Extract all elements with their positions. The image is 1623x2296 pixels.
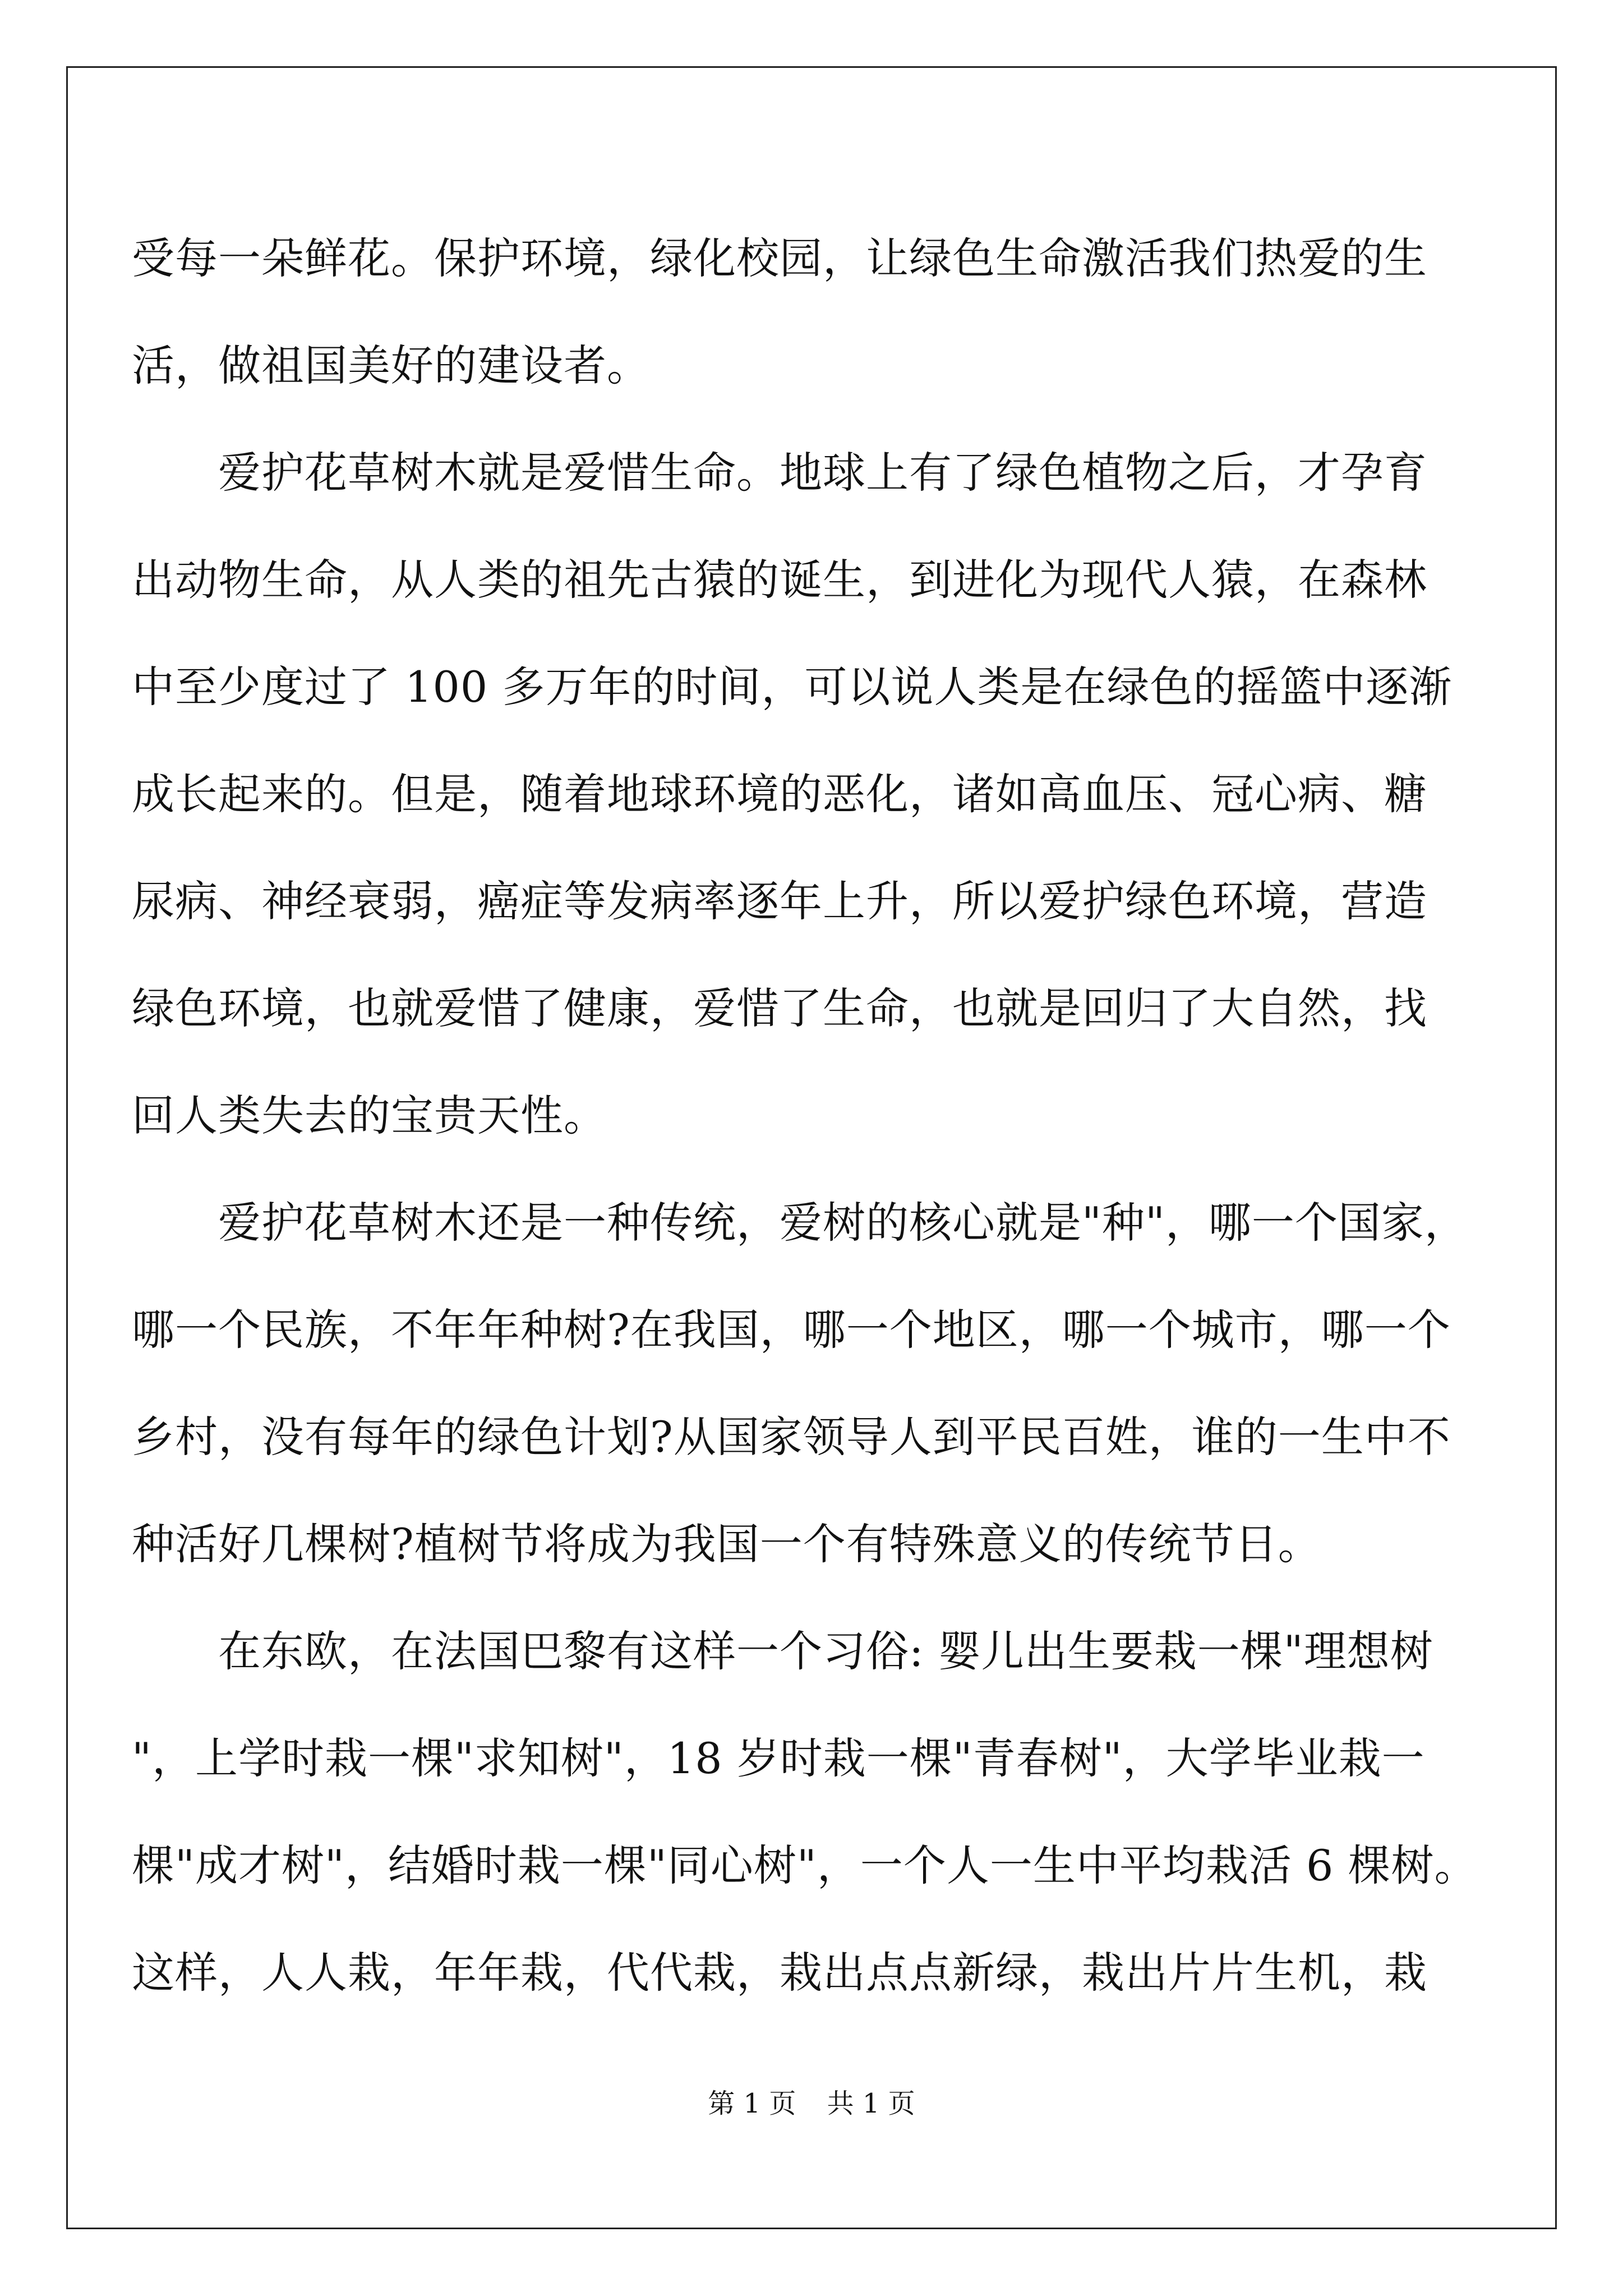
page-number: 第 1 页 <box>708 2088 796 2119</box>
page-total: 共 1 页 <box>827 2088 915 2119</box>
text-line: 尿病、神经衰弱，癌症等发病率逐年上升，所以爱护绿色环境，营造 <box>132 876 1427 926</box>
text-line: 乡村，没有每年的绿色计划?从国家领导人到平民百姓，谁的一生中不 <box>132 1412 1451 1462</box>
text-line: 哪一个民族，不年年种树?在我国，哪一个地区，哪一个城市，哪一个 <box>132 1305 1451 1355</box>
page-footer <box>0 2087 1623 2120</box>
text-line: "，上学时栽一棵"求知树"，18 岁时栽一棵"青春树"，大学毕业栽一 <box>132 1733 1425 1783</box>
text-line: 绿色环境，也就爱惜了健康，爱惜了生命，也就是回归了大自然，找 <box>132 983 1427 1033</box>
text-line: 在东欧，在法国巴黎有这样一个习俗: 婴儿出生要栽一棵"理想树 <box>132 1626 1433 1676</box>
text-line: 出动物生命，从人类的祖先古猿的诞生，到进化为现代人猿，在森林 <box>132 555 1427 605</box>
text-line: 中至少度过了 100 多万年的时间，可以说人类是在绿色的摇篮中逐渐 <box>132 662 1453 712</box>
text-line: 受每一朵鲜花。保护环境，绿化校园，让绿色生命激活我们热爱的生 <box>132 233 1427 283</box>
text-line: 成长起来的。但是，随着地球环境的恶化，诸如高血压、冠心病、糖 <box>132 769 1427 819</box>
text-line: 活，做祖国美好的建设者。 <box>132 341 650 390</box>
text-line: 棵"成才树"，结婚时栽一棵"同心树"，一个人一生中平均栽活 6 棵树。 <box>132 1841 1478 1890</box>
text-line: 爱护花草树木就是爱惜生命。地球上有了绿色植物之后，才孕育 <box>132 448 1427 498</box>
text-line: 爱护花草树木还是一种传统，爱树的核心就是"种"，哪一个国家， <box>132 1198 1468 1248</box>
text-line: 种活好几棵树?植树节将成为我国一个有特殊意义的传统节日。 <box>132 1519 1321 1569</box>
document-body <box>132 205 1503 2026</box>
text-line: 回人类失去的宝贵天性。 <box>132 1091 607 1140</box>
text-line: 这样，人人栽，年年栽，代代栽，栽出点点新绿，栽出片片生机，栽 <box>132 1948 1427 1998</box>
